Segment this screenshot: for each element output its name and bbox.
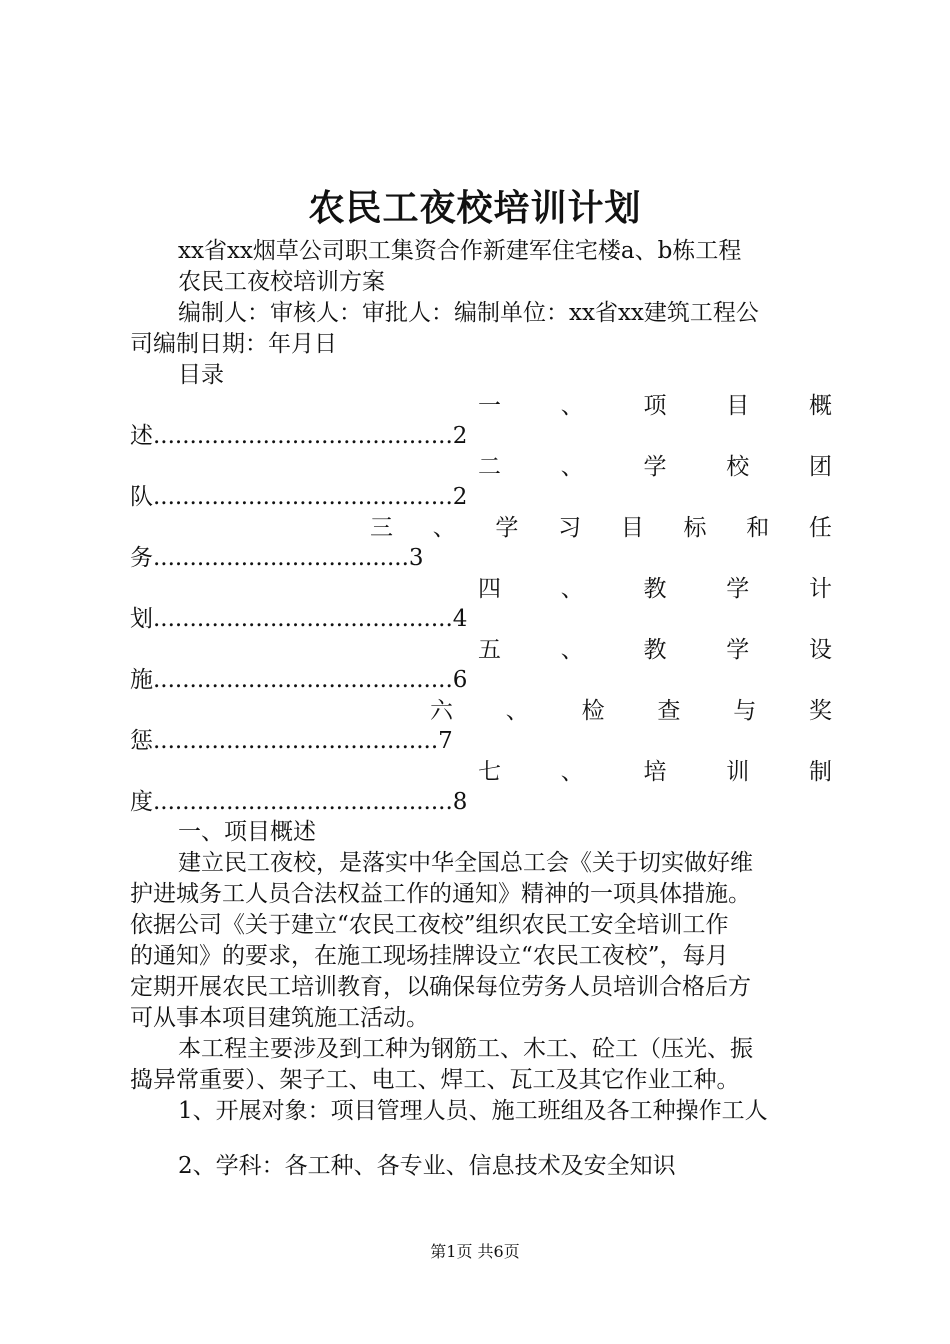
toc-entry-leader: 划.........................................4	[130, 606, 468, 632]
toc-entry-leader: 述.........................................2	[130, 423, 468, 449]
toc-char: 学	[495, 515, 519, 541]
toc-char: 奖	[808, 698, 832, 724]
toc-char: 计	[809, 576, 832, 602]
page-title: 农民工夜校培训计划	[308, 187, 642, 229]
toc-char: 、	[560, 393, 584, 419]
toc-char: 任	[808, 515, 832, 541]
toc-char: 六	[430, 698, 453, 724]
toc-char: 团	[809, 454, 832, 480]
toc-entry-leader: 度.........................................8	[130, 789, 468, 815]
toc-char: 、	[560, 454, 584, 480]
toc-char: 、	[432, 515, 456, 541]
toc-entry-leader: 施.........................................6	[130, 667, 468, 693]
toc-char: 一	[478, 393, 501, 419]
list-item: 2、学科：各工种、各专业、信息技术及安全知识	[178, 1153, 676, 1179]
toc-char: 四	[478, 576, 501, 602]
toc-char: 检	[581, 698, 605, 724]
toc-char: 教	[643, 576, 667, 602]
toc-char: 、	[560, 637, 584, 663]
toc-char: 标	[683, 515, 707, 541]
toc-char: 制	[809, 759, 832, 785]
toc-char: 、	[560, 576, 584, 602]
toc-char: 学	[643, 454, 667, 480]
toc-entry-title	[478, 757, 832, 788]
toc-char: 、	[505, 698, 529, 724]
list-item: 1、开展对象：项目管理人员、施工班组及各工种操作工人	[178, 1098, 768, 1124]
intro-line-1: xx省xx烟草公司职工集资合作新建军住宅楼a、b栋工程	[178, 238, 742, 264]
toc-char: 查	[657, 698, 681, 724]
toc-char: 校	[726, 454, 750, 480]
toc-entry-leader: 队.........................................2	[130, 484, 468, 510]
toc-char: 与	[733, 698, 757, 724]
toc-char: 概	[809, 393, 832, 419]
toc-char: 五	[478, 637, 501, 663]
toc-char: 目	[726, 393, 750, 419]
toc-char: 培	[643, 759, 667, 785]
toc-char: 习	[558, 515, 582, 541]
toc-char: 学	[726, 576, 750, 602]
toc-char: 、	[560, 759, 584, 785]
meta-line-2: 司编制日期：年月日	[130, 331, 337, 357]
intro-line-2: 农民工夜校培训方案	[178, 269, 385, 295]
section-heading-overview: 一、项目概述	[178, 819, 316, 845]
paragraph-line: 的通知》的要求，在施工现场挂牌设立“农民工夜校”，每月	[130, 943, 729, 969]
toc-entry-title	[430, 696, 832, 727]
toc-char: 训	[726, 759, 750, 785]
toc-char: 教	[643, 637, 667, 663]
toc-entry-title	[478, 635, 832, 666]
page-footer: 第1页 共6页	[430, 1242, 520, 1261]
paragraph-line: 建立民工夜校，是落实中华全国总工会《关于切实做好维	[178, 850, 753, 876]
paragraph-line: 依据公司《关于建立“农民工夜校”组织农民工安全培训工作	[130, 912, 729, 938]
toc-char: 和	[746, 515, 770, 541]
meta-line-1: 编制人：审核人：审批人：编制单位：xx省xx建筑工程公	[178, 300, 759, 326]
toc-char: 目	[620, 515, 644, 541]
toc-char: 设	[809, 637, 832, 663]
toc-entry-leader: 务...................................3	[130, 545, 424, 571]
toc-entry-title	[478, 452, 832, 483]
toc-char: 三	[370, 515, 393, 541]
toc-char: 项	[643, 393, 667, 419]
toc-char: 学	[726, 637, 750, 663]
toc-char: 七	[478, 759, 501, 785]
toc-entry-leader: 惩.......................................7	[130, 728, 453, 754]
paragraph-line: 护进城务工人员合法权益工作的通知》精神的一项具体措施。	[130, 881, 751, 907]
paragraph-line: 可从事本项目建筑施工活动。	[130, 1005, 429, 1031]
toc-entry-title	[478, 391, 832, 422]
toc-char: 二	[478, 454, 501, 480]
paragraph-line: 定期开展农民工培训教育，以确保每位劳务人员培训合格后方	[130, 974, 751, 1000]
toc-entry-title	[478, 574, 832, 605]
paragraph-line: 捣异常重要）、架子工、电工、焊工、瓦工及其它作业工种。	[130, 1067, 740, 1093]
paragraph-line: 本工程主要涉及到工种为钢筋工、木工、砼工（压光、振	[178, 1036, 753, 1062]
toc-entry-title	[370, 513, 832, 544]
toc-heading: 目录	[178, 362, 224, 388]
